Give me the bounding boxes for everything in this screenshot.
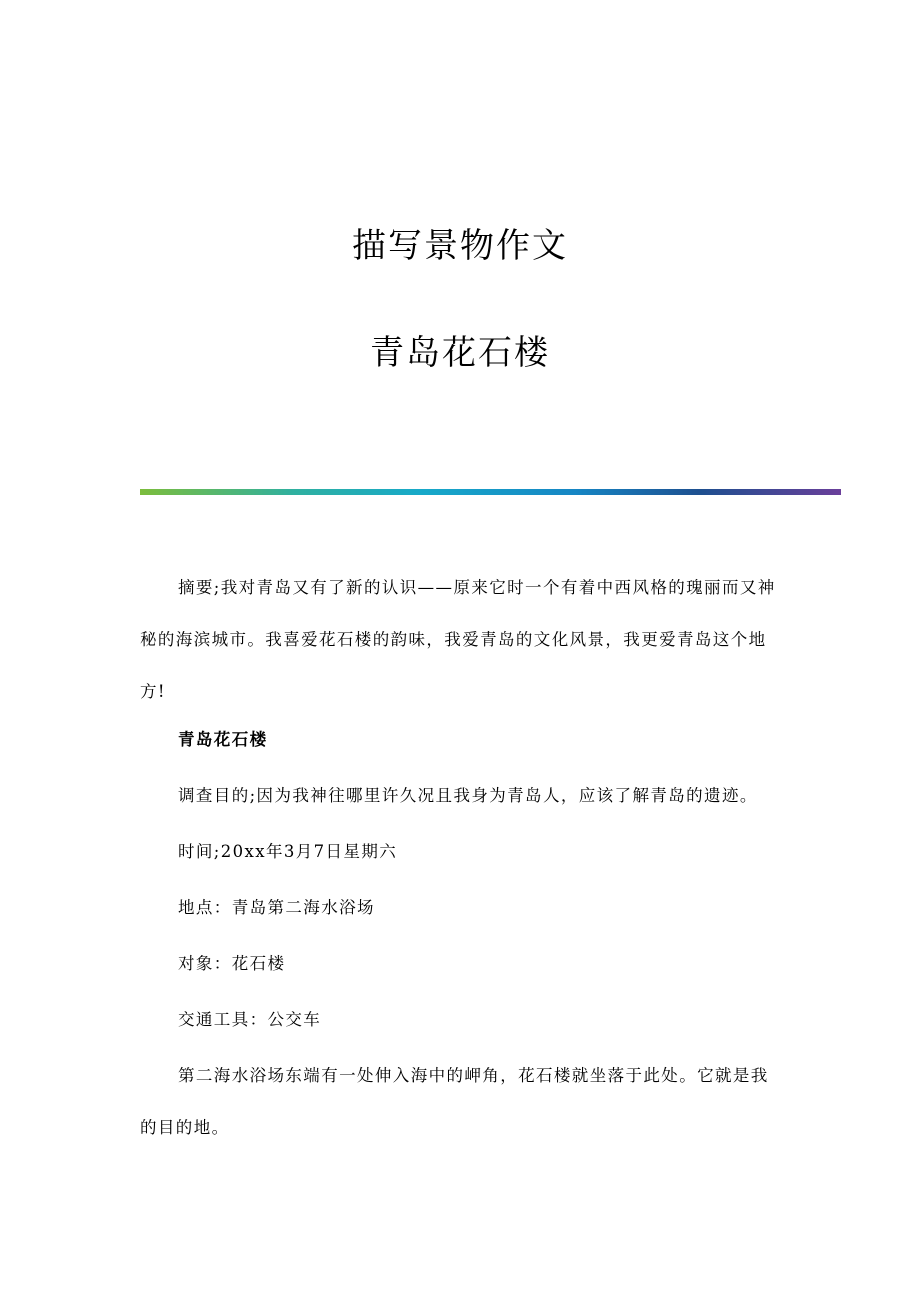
purpose-paragraph: 调查目的;因为我神往哪里许久况且我身为青岛人，应该了解青岛的遗迹。 — [178, 786, 758, 805]
gradient-divider — [140, 489, 841, 495]
document-title: 描写景物作文 — [352, 226, 568, 266]
transport-paragraph: 交通工具：公交车 — [178, 1010, 322, 1029]
abstract-paragraph: 摘要;我对青岛又有了新的认识——原来它时一个有着中西风格的瑰丽而又神秘的海滨城市。我喜爱花石楼的韵味，我爱青岛的文化风景，我更爱青岛这个地方! — [140, 578, 776, 701]
place-paragraph: 地点：青岛第二海水浴场 — [178, 898, 375, 917]
section-heading: 青岛花石楼 — [178, 730, 268, 749]
time-paragraph: 时间;20xx年3月7日星期六 — [178, 842, 398, 861]
description-paragraph: 第二海水浴场东端有一处伸入海中的岬角，花石楼就坐落于此处。它就是我的目的地。 — [140, 1066, 769, 1137]
document-subtitle: 青岛花石楼 — [370, 333, 550, 373]
object-paragraph: 对象：花石楼 — [178, 954, 286, 973]
